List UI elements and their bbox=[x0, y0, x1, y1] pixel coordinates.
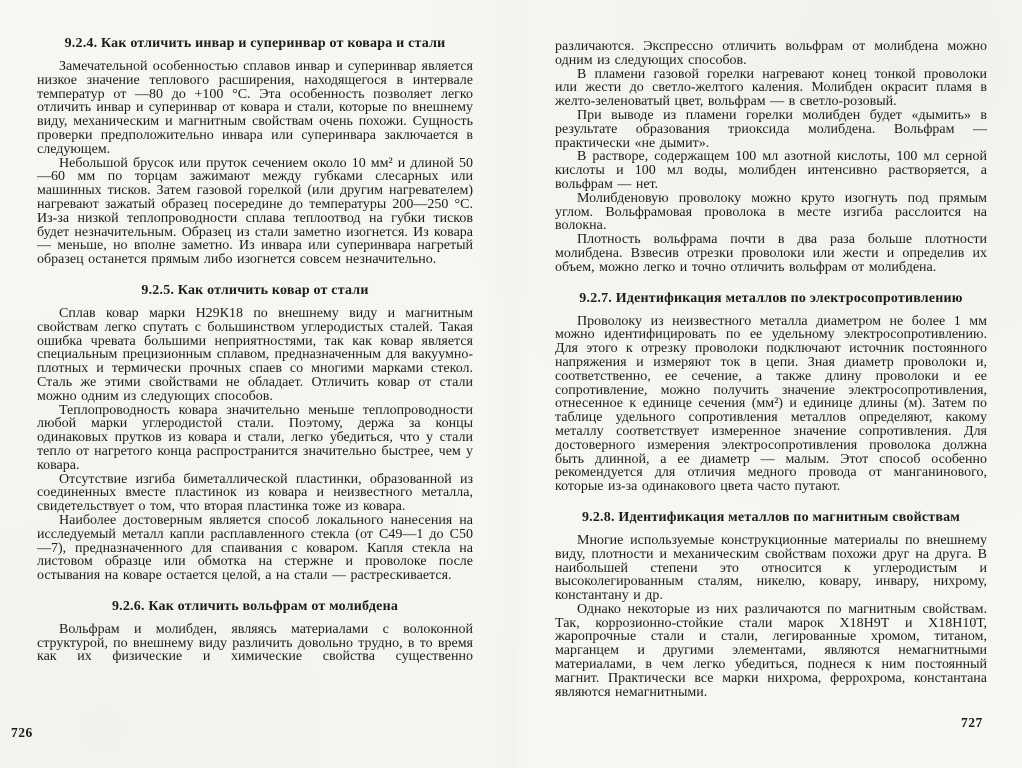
paragraph: Молибденовую проволоку можно круто изогнуть под прямым углом. Вольфрамовая проволока в месте изгиба расслоится на волокна. bbox=[555, 190, 987, 234]
paragraph: Плотность вольфрама почти в два раза больше плотности молибдена. Взвесив отрезки проволоки или жести и определив их объем, можно легко и точно отличить вольфрам от молибдена. bbox=[555, 232, 987, 275]
paragraph: Теплопроводность ковара значительно меньше теплопроводности любой марки углеродистой стали. Поэтому, держа за концы одинаковых прутков из ковара и стали, легко убедиться, что у стали тепло от нагретого конца распространится значительно быстрее, чем у ковара. bbox=[37, 402, 473, 473]
paragraph: Вольфрам и молибден, являясь материалами с волоконной структурой, по внешнему виду различить довольно трудно, в то время как их физические и химические свойства существенно bbox=[37, 621, 473, 665]
section-heading: 9.2.4. Как отличить инвар и суперинвар от ковара и стали bbox=[64, 36, 446, 51]
paragraph: Многие используемые конструкционные материалы по внешнему виду, плотности и механическим свойствам похожи друг на друга. В наибольшей степени это относится к углеродистым и высоколегированным сталям, никелю, ковару, инвару, нихрому, константану и др. bbox=[555, 532, 987, 604]
section-heading: 9.2.5. Как отличить ковар от стали bbox=[141, 282, 369, 298]
section-heading: 9.2.8. Идентификация металлов по магнитным свойствам bbox=[581, 509, 961, 525]
page-number-left: 726 bbox=[11, 725, 33, 740]
paragraph: Однако некоторые из них различаются по магнитным свойствам. Так, коррозионно-стойкие стали марок Х18Н9Т и Х18Н10Т, жаропрочные стали и стали, легированные хромом, титаном, марганцем и другими элементами, являются немагнитными материалами, в чем легко убедиться, поднеся к ним постоянный магнит. Практически все марки нихрома, феррохрома, константана являются немагнитными. bbox=[555, 601, 987, 700]
paragraph: Отсутствие изгиба биметаллической пластинки, образованной из соединенных вместе пластинок из ковара и неизвестного металла, свидетельствует о том, что вторая пластинка тоже из ковара. bbox=[37, 471, 473, 515]
paragraph: различаются. Экспрессно отличить вольфрам от молибдена можно одним из следующих способов. bbox=[555, 39, 987, 68]
page-number-right: 727 bbox=[961, 715, 983, 730]
section-heading: 9.2.7. Идентификация металлов по электросопротивлению bbox=[579, 290, 963, 306]
book-section bbox=[37, 599, 473, 664]
paragraph: При выводе из пламени горелки молибден будет «дымить» в результате образования триоксида молибдена. Вольфрам — практически «не дымит». bbox=[555, 107, 987, 151]
book-section bbox=[555, 40, 987, 275]
page-right-column bbox=[555, 40, 987, 699]
book-section bbox=[555, 510, 987, 700]
paragraph: Небольшой брусок или пруток сечением около 10 мм² и длиной 50—60 мм по торцам зажимают между губками слесарных или машинных тисков. Затем газовой горелкой (или другим нагревателем) нагревают зажатый образец посередине до температуры 200—250 °С. Из-за низкой теплопроводности сплава теплоотвод на губки тисков будет незначительным. Образец из стали заметно изогнется. Из ковара — меньше, но вполне заметно. Из инвара или суперинвара нагретый образец останется прямым либо изогнется совсем незначительно. bbox=[37, 155, 473, 268]
page-left-column bbox=[37, 36, 473, 664]
paragraph: Наиболее достоверным является способ локального нанесения на исследуемый металл капли расплавленного стекла (от С49—1 до С50—7), предназначенного для спаивания с коваром. Капля стекла на листовом образце или обмотка на стержне и проволоке после остывания на коваре остается целой, а на стали — растрескивается. bbox=[37, 512, 473, 584]
paragraph: В растворе, содержащем 100 мл азотной кислоты, 100 мл серной кислоты и 100 мл воды, молибден интенсивно растворяется, а вольфрам — нет. bbox=[555, 149, 987, 192]
book-section bbox=[37, 36, 473, 267]
paragraph: Сплав ковар марки Н29К18 по внешнему виду и магнитным свойствам легко спутать с большинством углеродистых сталей. Такая ошибка чревата большими неприятностями, так как ковар является специальным прецизионным сплавом, предназначенным для вакуумно-плотных и термически прочных спаев со многими марками стекол. Сталь же этими свойствами не обладает. Отличить ковар от стали можно одним из следующих способов. bbox=[37, 305, 473, 404]
section-heading: 9.2.6. Как отличить вольфрам от молибдена bbox=[111, 598, 399, 614]
book-section bbox=[37, 283, 473, 583]
paragraph: Проволоку из неизвестного металла диаметром не более 1 мм можно идентифицировать по ее удельному электросопротивлению. Для этого к отрезку проволоки подключают источник постоянного напряжения и измеряют ток в цепи. Зная диаметр проволоки и, соответственно, ее сечение, а также длину проволоки и ее сопротивление, можно получить значение электросопротивления, отнесенное к единице сечения (мм²) и единице длины (м). Затем по таблице удельного сопротивления металлов определяют, какому металлу соответствует измеренное значение сопротивления. Для достоверного измерения электросопротивления проволока должна быть длинной, а ее диаметр — малым. Этот способ особенно рекомендуется для отличия медного провода от манганинового, которые из-за одинакового цвета часто путают. bbox=[555, 313, 987, 495]
paragraph: В пламени газовой горелки нагревают конец тонкой проволоки или жести до светло-желтого каления. Молибден окрасит пламя в желто-зеленоватый цвет, вольфрам — в светло-розовый. bbox=[555, 66, 987, 110]
paragraph: Замечательной особенностью сплавов инвар и суперинвар является низкое значение теплового расширения, находящегося в интервале температур от —80 до +100 °С. Эта особенность позволяет легко отличить инвар и суперинвар от ковара и стали, которые по внешнему виду, механическим и магнитным свойствам очень похожи. Сущность проверки предположительно инвара или суперинвара заключается в следующем. bbox=[37, 59, 473, 157]
book-section bbox=[555, 291, 987, 494]
